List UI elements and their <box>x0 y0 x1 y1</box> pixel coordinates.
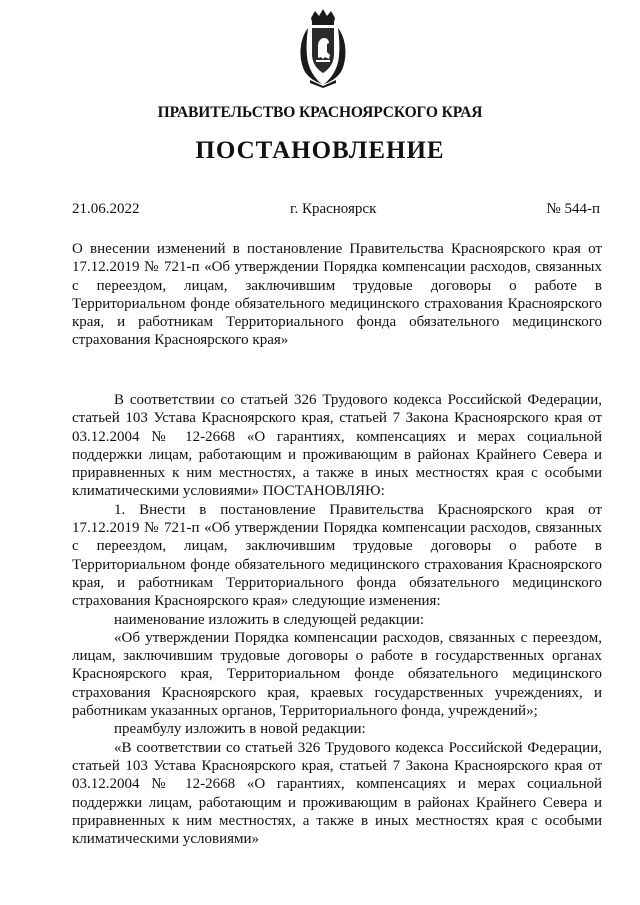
document-type-title: ПОСТАНОВЛЕНИЕ <box>195 137 445 164</box>
subject-text: О внесении изменений в постановление Правительства Красноярского края от 17.12.2019 № 721-п «Об утверждении Порядка компенсации расходов, связанных с переездом, лицам, заключившим трудовые договоры о работе в Территориальном фонде обязательного медицинского страхования Красноярского края, и работникам Территориального фонда обязательного медицинского страхования Красноярского края» <box>72 241 602 349</box>
document-number: № 544-п <box>546 201 600 217</box>
body-paragraph: «Об утверждении Порядка компенсации расходов, связанных с переездом, лицам, заключившим трудовые договоры о работе в государственных органах Красноярского края, Территориальном фонде обязательного медицинского страхования Красноярского края, краевых государственных учреждениях, и работникам указанных органов, Территориального фонда, учреждений»; <box>72 629 602 720</box>
document-subject <box>72 240 602 350</box>
document-date: 21.06.2022 <box>72 201 140 217</box>
krasnoyarsk-coat-of-arms-icon <box>294 8 352 88</box>
document-city: г. Красноярск <box>290 201 377 217</box>
body-paragraph: «В соответствии со статьей 326 Трудового кодекса Российской Федерации, статьей 103 Устава Красноярского края, статьей 7 Закона Красноярского края от 03.12.2004 № 12-2668 «О гарантиях, компенсациях и мерах социальной поддержки лицам, работающим и проживающим в районах Крайнего Севера и приравненных к ним местностях, а также в иных местностях края с особыми климатическими условиями» <box>72 739 602 848</box>
document-body <box>72 391 602 848</box>
body-paragraph: наименование изложить в следующей редакции: <box>114 611 425 628</box>
body-paragraph: 1. Внести в постановление Правительства Красноярского края от 17.12.2019 № 721-п «Об утверждении Порядка компенсации расходов, связанных с переездом, лицам, заключившим трудовые договоры о работе в Территориальном фонде обязательного медицинского страхования Красноярского края, и работникам Территориального фонда обязательного медицинского страхования Красноярского края» следующие изменения: <box>72 501 602 610</box>
body-paragraph: преамбулу изложить в новой редакции: <box>114 721 366 738</box>
body-paragraph: В соответствии со статьей 326 Трудового кодекса Российской Федерации, статьей 103 Устава Красноярского края, статьей 7 Закона Красноярского края от 03.12.2004 № 12-2668 «О гарантиях, компенсациях и мерах социальной поддержки лицам, работающим и проживающим в районах Крайнего Севера и приравненных к ним местностях, а также в иных местностях края с особыми климатическими условиями» ПОСТАНОВЛЯЮ: <box>72 392 602 500</box>
document-meta-row <box>72 201 600 218</box>
government-title: ПРАВИТЕЛЬСТВО КРАСНОЯРСКОГО КРАЯ <box>157 104 483 121</box>
